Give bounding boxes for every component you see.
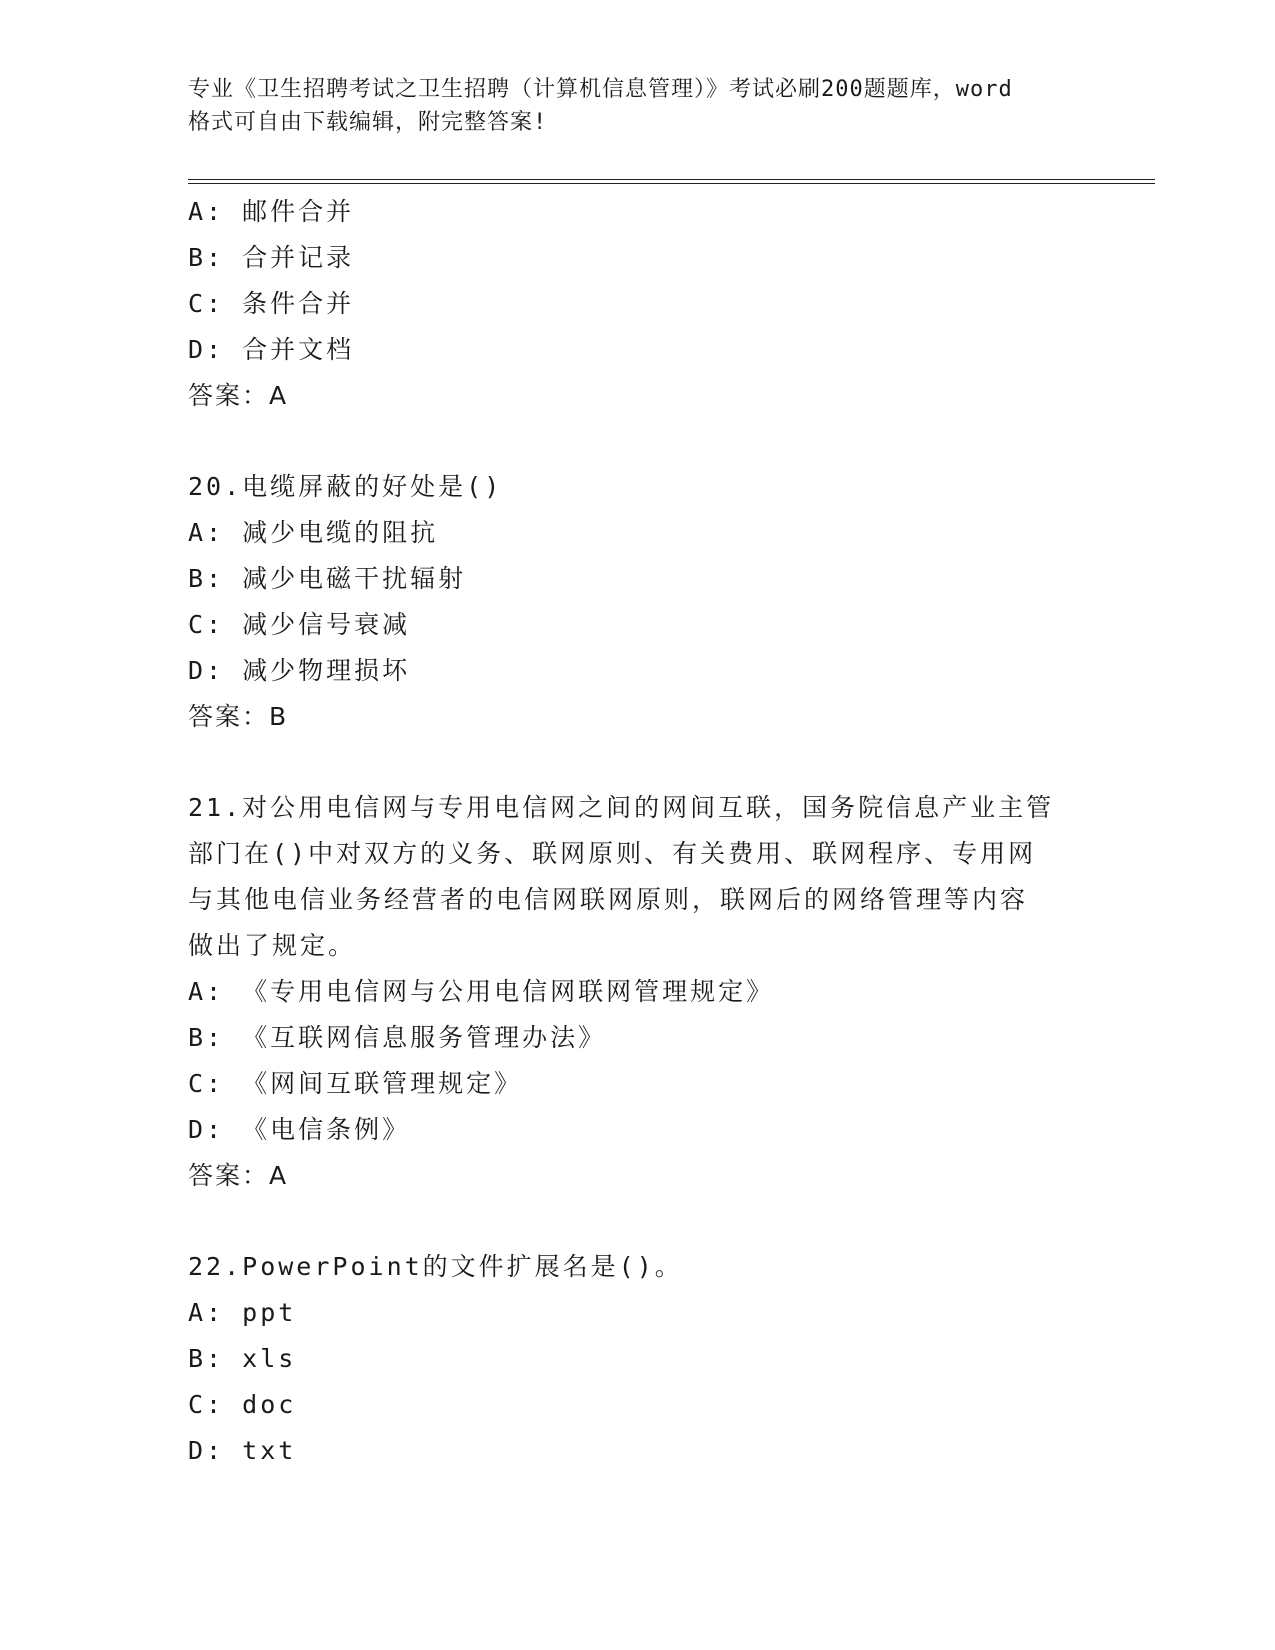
header-line-2: 格式可自由下载编辑，附完整答案! [188, 110, 548, 135]
question-stem-line-1: 21.对公用电信网与专用电信网之间的网间互联，国务院信息产业主管 [188, 793, 1055, 822]
header-rule-top [188, 179, 1155, 180]
option-b: B: xls [188, 1344, 297, 1373]
option-c: C: doc [188, 1390, 297, 1419]
option-c: C: 减少信号衰减 [188, 610, 411, 639]
answer-label: 答案：A [188, 1161, 289, 1190]
question-list [188, 189, 1088, 1474]
document-header [188, 73, 1088, 139]
option-c: C: 《网间互联管理规定》 [188, 1069, 523, 1098]
spacer [188, 740, 1088, 785]
answer-label: 答案：B [188, 702, 289, 731]
option-d: D: 合并文档 [188, 335, 355, 364]
question-20 [188, 464, 1088, 740]
option-a: A: 邮件合并 [188, 197, 355, 226]
question-stem-line-4: 做出了规定。 [188, 931, 357, 960]
question-21 [188, 785, 1088, 1199]
option-a: A: 《专用电信网与公用电信网联网管理规定》 [188, 977, 775, 1006]
spacer [188, 1199, 1088, 1244]
header-rule-bottom [188, 183, 1155, 184]
question-stem-line-2: 部门在()中对双方的义务、联网原则、有关费用、联网程序、专用网 [188, 839, 1037, 868]
question-22 [188, 1244, 1088, 1474]
option-b: B: 减少电磁干扰辐射 [188, 564, 467, 593]
answer-label: 答案：A [188, 381, 289, 410]
question-stem: 22.PowerPoint的文件扩展名是()。 [188, 1252, 683, 1281]
question-stem-line-3: 与其他电信业务经营者的电信网联网原则，联网后的网络管理等内容 [188, 885, 1029, 914]
option-b: B: 合并记录 [188, 243, 355, 272]
option-d: D: 减少物理损坏 [188, 656, 411, 685]
option-c: C: 条件合并 [188, 289, 355, 318]
option-d: D: 《电信条例》 [188, 1115, 411, 1144]
question-stem: 20.电缆屏蔽的好处是() [188, 472, 503, 501]
question-19 [188, 189, 1088, 419]
option-a: A: 减少电缆的阻抗 [188, 518, 439, 547]
option-d: D: txt [188, 1436, 297, 1465]
option-a: A: ppt [188, 1298, 297, 1327]
header-line-1: 专业《卫生招聘考试之卫生招聘（计算机信息管理）》考试必刷200题题库，word [188, 77, 1013, 102]
spacer [188, 419, 1088, 464]
option-b: B: 《互联网信息服务管理办法》 [188, 1023, 607, 1052]
